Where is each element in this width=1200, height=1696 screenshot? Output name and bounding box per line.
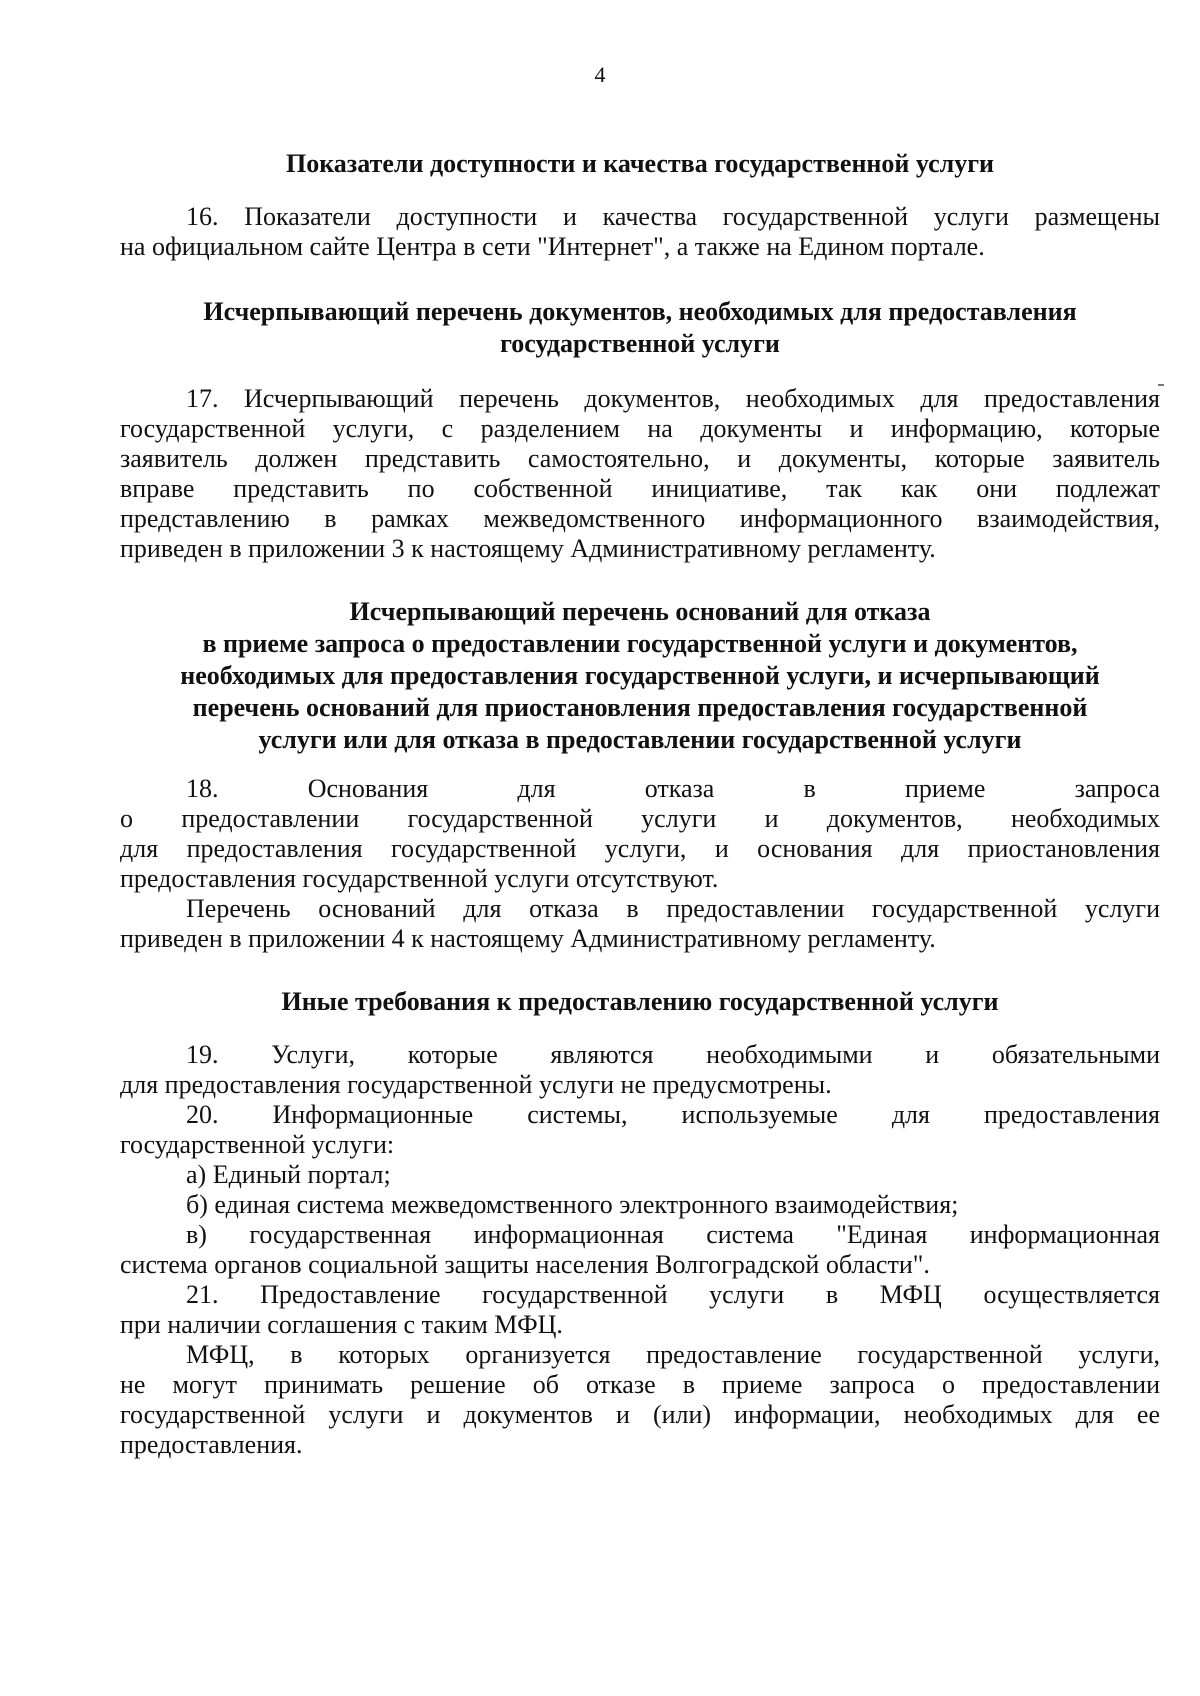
paragraph-line: не могут принимать решение об отказе в приеме запроса о предоставлении bbox=[120, 1370, 1160, 1399]
paragraph-line: 19. Услуги, которые являются необходимыми и обязательными bbox=[186, 1040, 1160, 1069]
page-number: 4 bbox=[594, 62, 606, 87]
paragraph-line: приведен в приложении 4 к настоящему Административному регламенту. bbox=[120, 924, 936, 953]
paragraph-line: о предоставлении государственной услуги и документов, необходимых bbox=[120, 804, 1160, 833]
paragraph-line: 16. Показатели доступности и качества государственной услуги размещены bbox=[186, 202, 1160, 231]
list-item: б) единая система межведомственного электронного взаимодействия; bbox=[186, 1190, 959, 1219]
paragraph-line: Перечень оснований для отказа в предоставлении государственной услуги bbox=[186, 894, 1160, 923]
section-heading-refusal: Исчерпывающий перечень оснований для отказа в приеме запроса о предоставлении государственной услуги и документов, необходимых для предоставления государственной услуги, и исчерпывающий перечень оснований для приостановления предоставления государственной услуги или для отказа в предоставлении государственной услуги bbox=[180, 597, 1100, 754]
list-item: а) Единый портал; bbox=[186, 1160, 391, 1189]
paragraph-line: 21. Предоставление государственной услуги в МФЦ осуществляется bbox=[186, 1280, 1160, 1309]
paragraph-line: государственной услуги: bbox=[120, 1130, 395, 1159]
paragraph-line: для предоставления государственной услуги, и основания для приостановления bbox=[120, 834, 1160, 863]
paragraph-line: представлению в рамках межведомственного информационного взаимодействия, bbox=[120, 504, 1160, 533]
paragraph-line: 18. Основания для отказа в приеме запроса bbox=[186, 774, 1160, 803]
paragraph-line: предоставления. bbox=[120, 1430, 303, 1459]
paragraph-line: МФЦ, в которых организуется предоставление государственной услуги, bbox=[186, 1340, 1160, 1369]
paragraph-line: приведен в приложении 3 к настоящему Административному регламенту. bbox=[120, 534, 936, 563]
paragraph-line: вправе представить по собственной инициативе, так как они подлежат bbox=[120, 474, 1160, 503]
section-heading-other-requirements: Иные требования к предоставлению государственной услуги bbox=[281, 987, 999, 1016]
list-item: в) государственная информационная система "Единая информационная bbox=[186, 1220, 1160, 1249]
paragraph-line: государственной услуги и документов и (или) информации, необходимых для ее bbox=[120, 1400, 1160, 1429]
paragraph-line: при наличии соглашения с таким МФЦ. bbox=[120, 1310, 563, 1339]
paragraph-line: для предоставления государственной услуги не предусмотрены. bbox=[120, 1070, 832, 1099]
paragraph-line: предоставления государственной услуги отсутствуют. bbox=[120, 864, 719, 893]
section-heading-documents: Исчерпывающий перечень документов, необходимых для предоставления государственной услуги bbox=[203, 297, 1077, 358]
paragraph-line: 20. Информационные системы, используемые для предоставления bbox=[186, 1100, 1160, 1129]
paragraph-line: 17. Исчерпывающий перечень документов, необходимых для предоставления bbox=[186, 384, 1160, 413]
list-item: система органов социальной защиты населения Волгоградской области". bbox=[120, 1250, 930, 1279]
section-heading-accessibility: Показатели доступности и качества государственной услуги bbox=[285, 149, 995, 178]
paragraph-line: на официальном сайте Центра в сети "Интернет", а также на Едином портале. bbox=[120, 232, 985, 261]
paragraph-line: государственной услуги, с разделением на документы и информацию, которые bbox=[120, 414, 1160, 443]
paragraph-line: заявитель должен представить самостоятельно, и документы, которые заявитель bbox=[120, 444, 1160, 473]
